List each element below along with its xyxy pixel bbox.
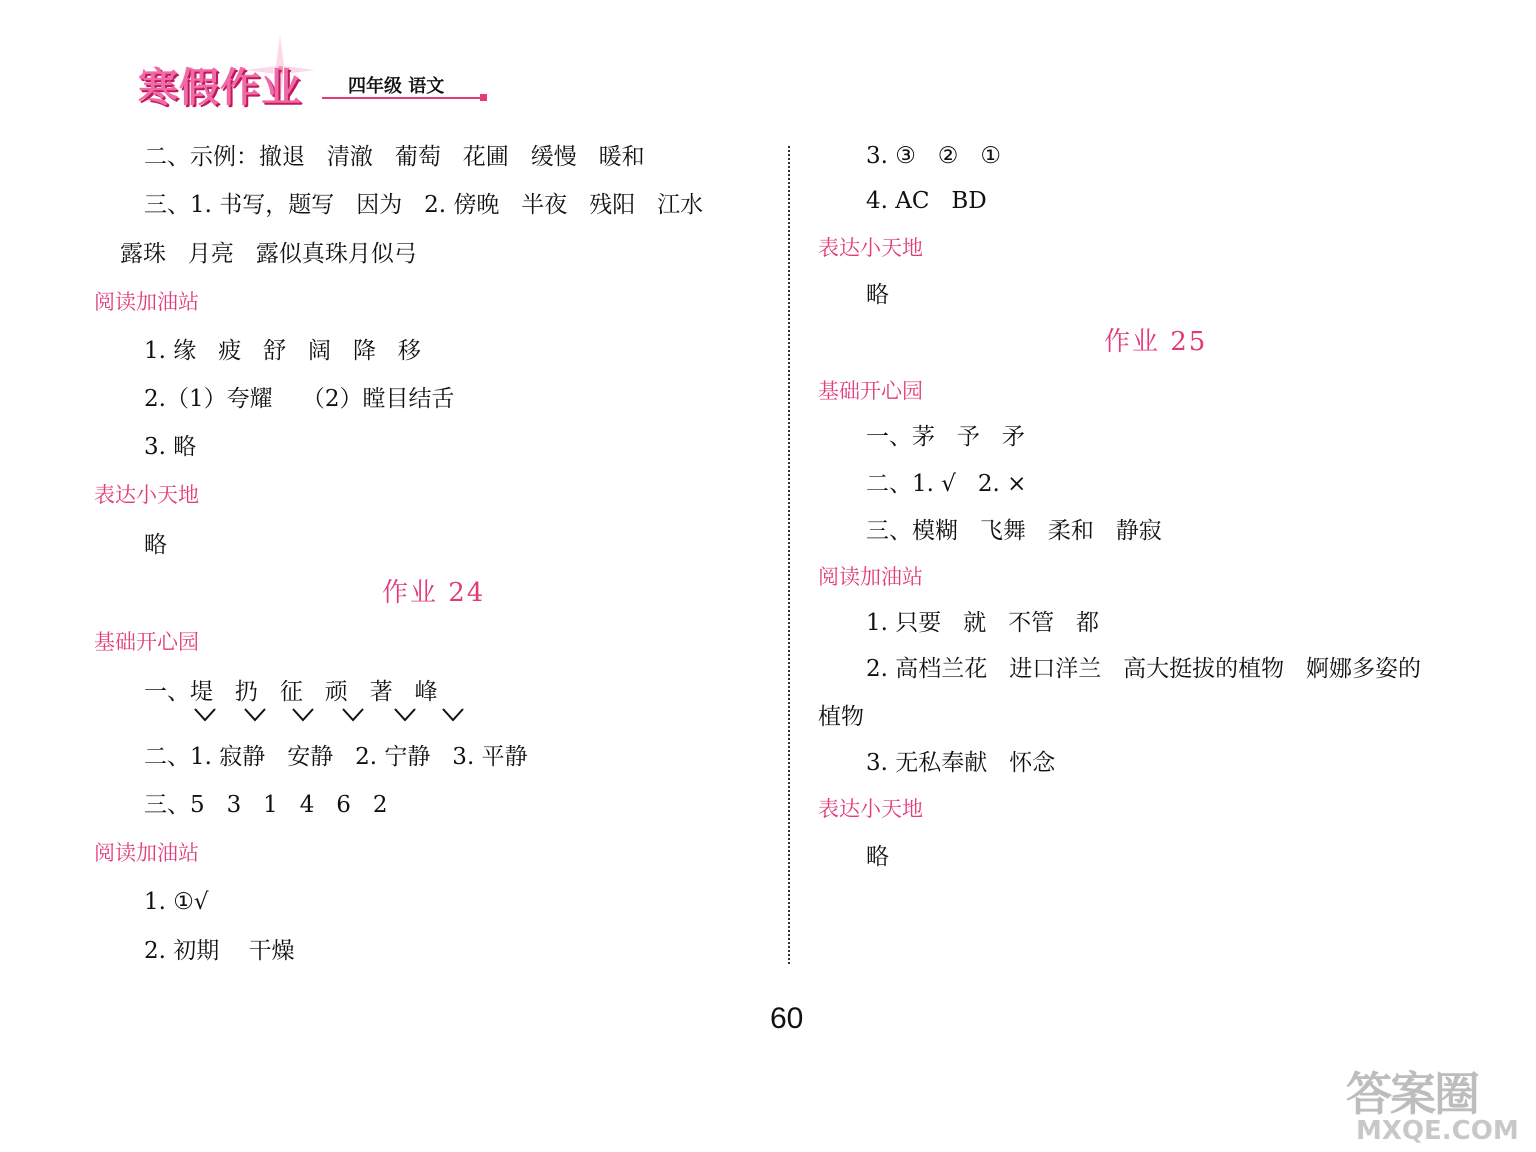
homework-title: 作业 25 bbox=[1104, 327, 1208, 357]
answer-line: 三、1. 书写，题写 因为 2. 傍晚 半夜 残阳 江水 bbox=[144, 192, 704, 218]
header-rule bbox=[322, 97, 482, 99]
answer-line: 1. 缘 疲 舒 阔 降 移 bbox=[144, 338, 421, 364]
column-divider bbox=[788, 146, 790, 964]
answer-line: 3. ③ ② ① bbox=[866, 143, 1001, 169]
answer-line: 一、堤 扔 征 顽 著 峰 bbox=[144, 679, 438, 705]
section-heading: 基础开心园 bbox=[818, 379, 923, 403]
answer-line: 略 bbox=[866, 844, 889, 870]
section-heading: 阅读加油站 bbox=[94, 841, 199, 865]
answer-line: 3. 无私奉献 怀念 bbox=[866, 750, 1056, 776]
section-heading: 基础开心园 bbox=[94, 630, 199, 654]
section-heading: 阅读加油站 bbox=[94, 290, 199, 314]
page-number: 60 bbox=[770, 1002, 804, 1035]
answer-line: 三、模糊 飞舞 柔和 静寂 bbox=[866, 518, 1162, 544]
answer-line: 露珠 月亮 露似真珠月似弓 bbox=[120, 241, 417, 267]
answer-line: 植物 bbox=[818, 704, 864, 730]
answer-line: 1. 只要 就 不管 都 bbox=[866, 610, 1100, 636]
answer-line: 1. ①√ bbox=[144, 889, 209, 915]
answer-line: 4. AC BD bbox=[866, 188, 987, 214]
watermark-logo bbox=[1346, 1058, 1526, 1150]
section-heading: 表达小天地 bbox=[818, 236, 923, 260]
answer-line: 二、1. 寂静 安静 2. 宁静 3. 平静 bbox=[144, 744, 528, 770]
checkmark-row-icon bbox=[193, 703, 473, 723]
answer-line: 略 bbox=[144, 532, 167, 558]
answer-line: 2.（1）夸耀 （2）瞠目结舌 bbox=[144, 386, 455, 412]
watermark-url: MXQE.COM bbox=[1356, 1116, 1519, 1146]
answer-line: 二、1. √ 2. × bbox=[866, 471, 1027, 497]
answer-line: 2. 高档兰花 进口洋兰 高大挺拔的植物 婀娜多姿的 bbox=[866, 656, 1422, 682]
answer-line: 一、茅 予 矛 bbox=[866, 424, 1025, 450]
grade-subject-label: 四年级 语文 bbox=[348, 76, 445, 97]
answer-line: 略 bbox=[866, 282, 889, 308]
section-heading: 表达小天地 bbox=[94, 483, 199, 507]
section-heading: 阅读加油站 bbox=[818, 565, 923, 589]
answer-line: 二、示例：撤退 清澈 葡萄 花圃 缓慢 暖和 bbox=[144, 144, 645, 170]
answer-line: 2. 初期 干燥 bbox=[144, 938, 295, 964]
homework-title: 作业 24 bbox=[382, 578, 486, 608]
answer-line: 三、5 3 1 4 6 2 bbox=[144, 792, 388, 818]
section-heading: 表达小天地 bbox=[818, 797, 923, 821]
answer-line: 3. 略 bbox=[144, 434, 197, 460]
watermark-main: 答案圈 bbox=[1346, 1067, 1478, 1121]
header-rule-dot bbox=[480, 94, 487, 101]
logo-text: 寒假作业 bbox=[138, 65, 302, 111]
